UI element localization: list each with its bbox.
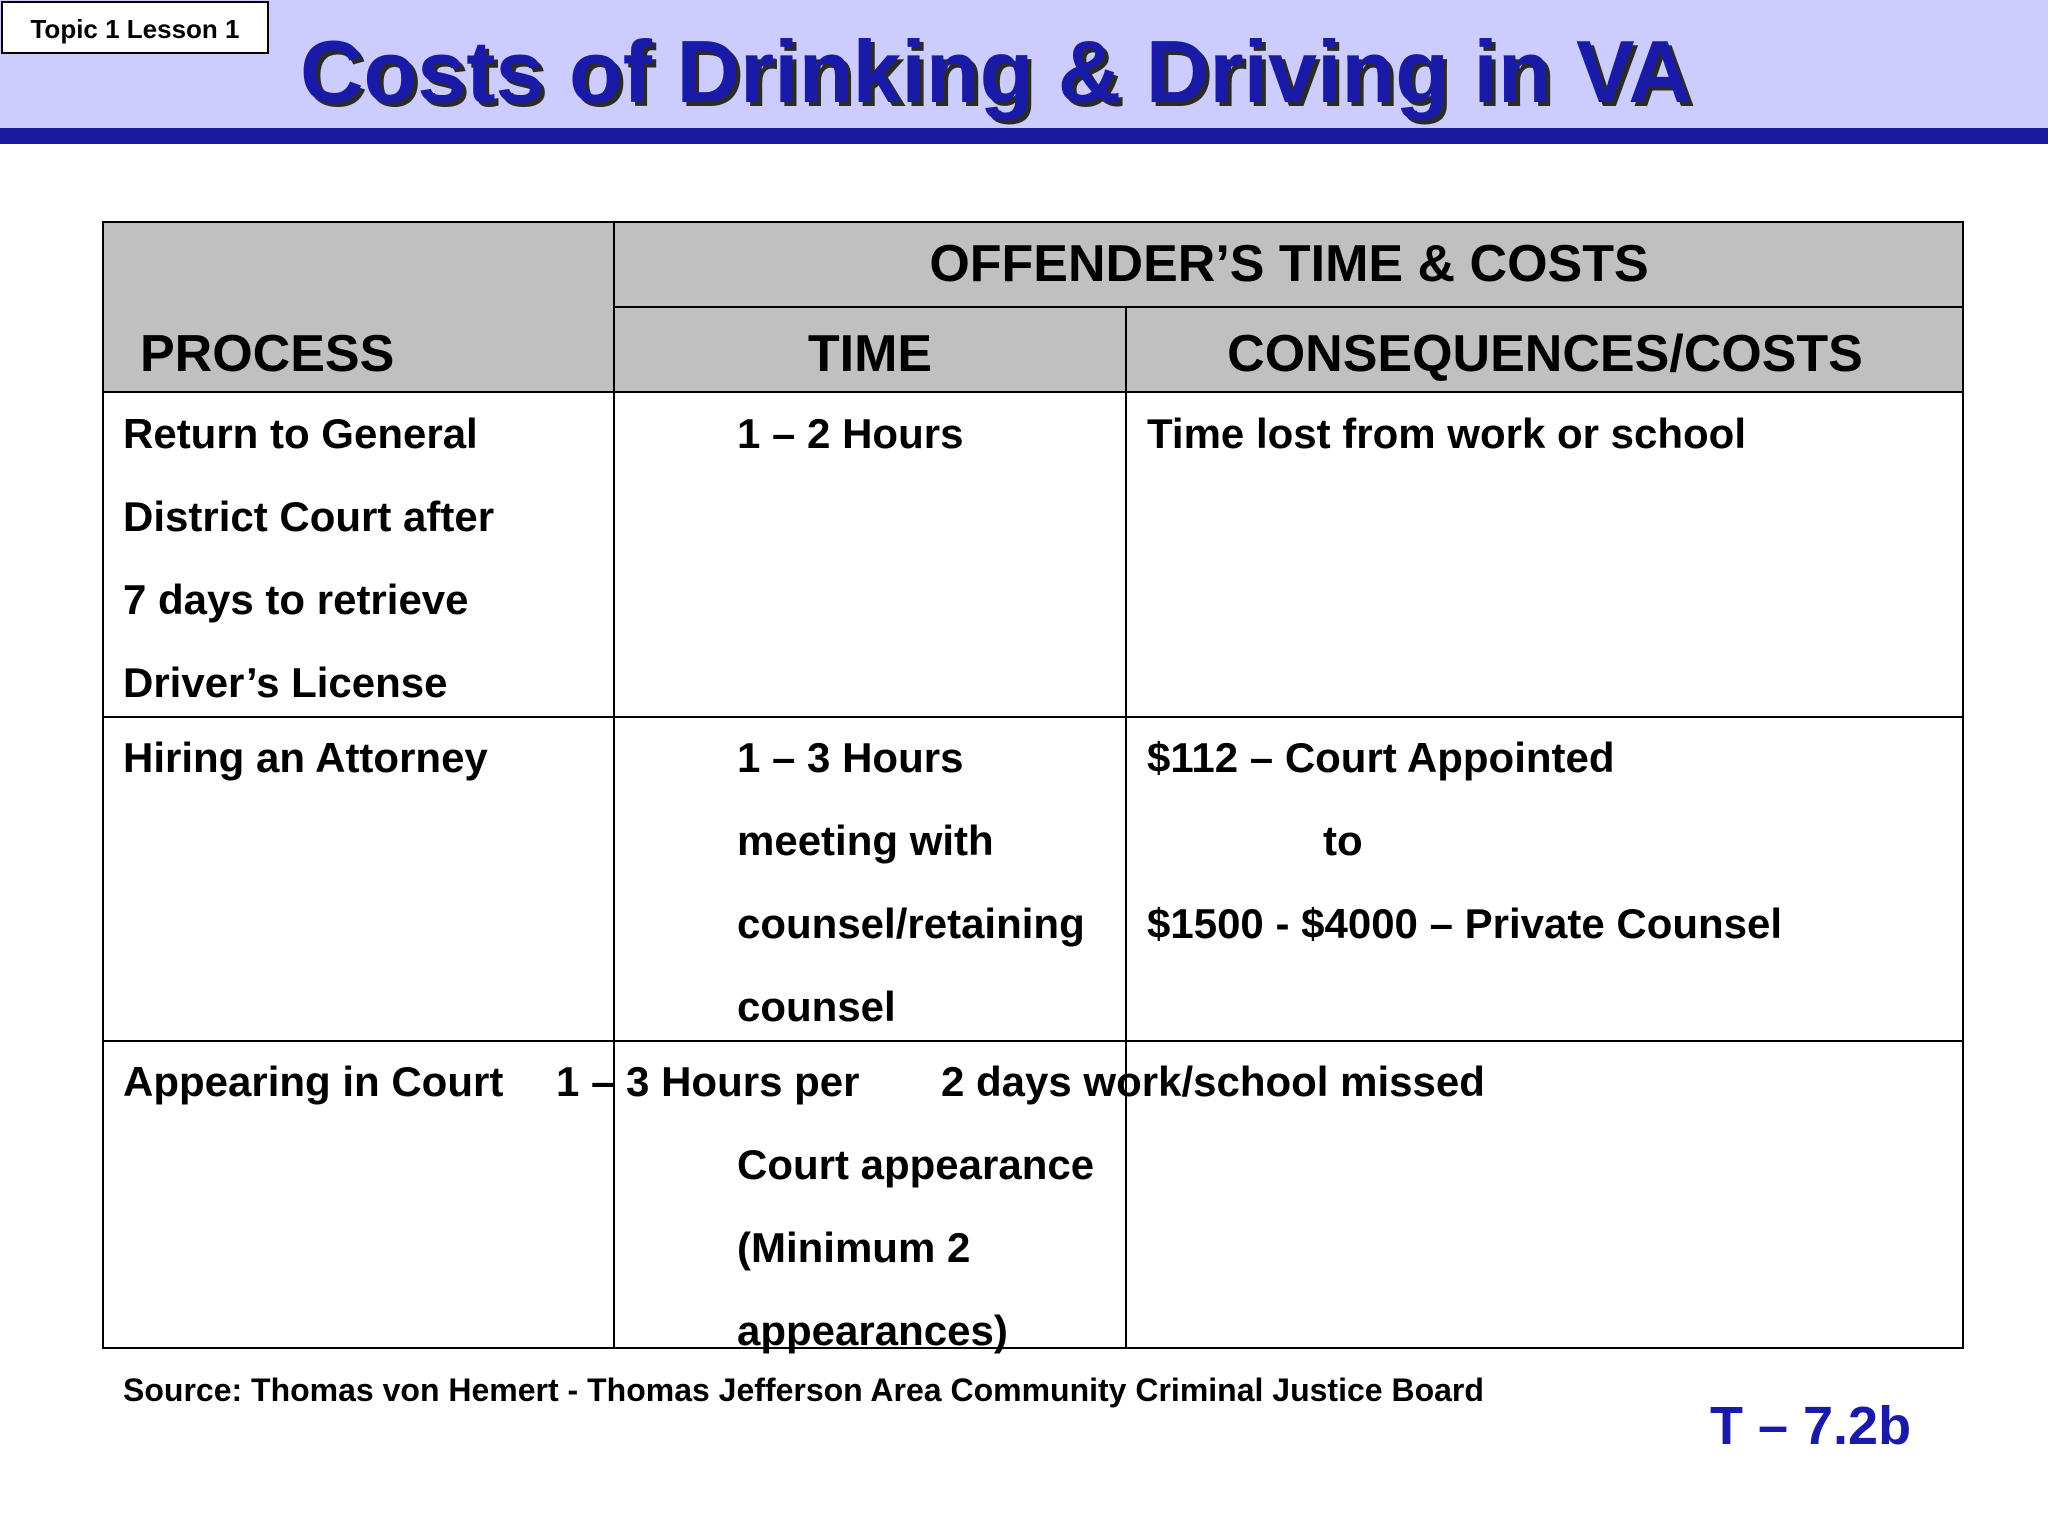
table-row-1-time xyxy=(737,392,963,475)
table-divider-group-header xyxy=(614,306,1964,308)
consequence-line: $1500 - $4000 – Private Counsel xyxy=(1147,900,1783,947)
table-border-right xyxy=(1962,221,1964,1349)
page-title: Costs of Drinking & Driving in VA xyxy=(300,22,1692,121)
table-row-3-time xyxy=(737,1123,1094,1372)
process-line: Driver’s License xyxy=(123,659,448,706)
table-row-3-consequences xyxy=(941,1040,1485,1123)
table-row-3-process xyxy=(123,1040,503,1123)
time-line: Court appearance xyxy=(737,1141,1095,1188)
consequence-line: to xyxy=(1323,817,1363,864)
table-row-2-consequences xyxy=(1147,716,1782,965)
table-row-1-consequences xyxy=(1147,392,1746,475)
consequence-line: Time lost from work or school xyxy=(1147,410,1746,457)
time-line: appearances) xyxy=(737,1307,1008,1354)
process-line: Appearing in Court xyxy=(123,1058,504,1105)
consequence-line: $112 – Court Appointed xyxy=(1147,734,1615,781)
table-row-3-time-first: 1 – 3 Hours per xyxy=(556,1058,860,1105)
time-line: counsel xyxy=(737,983,896,1030)
consequence-line: 2 days work/school missed xyxy=(941,1058,1485,1105)
table-row-2-time xyxy=(737,716,1085,1048)
slide-code: T – 7.2b xyxy=(1710,1396,1912,1456)
topic-label: Topic 1 Lesson 1 xyxy=(1,1,269,54)
header-time: TIME xyxy=(807,325,933,383)
table-row-2-process xyxy=(123,716,488,799)
time-line: meeting with xyxy=(737,817,994,864)
table-border-left xyxy=(102,221,104,1349)
table-row-1-process xyxy=(123,392,494,724)
header-consequences: CONSEQUENCES/COSTS xyxy=(1227,325,1863,383)
table-divider-col-2 xyxy=(1125,306,1127,1349)
process-line: 7 days to retrieve xyxy=(123,576,469,623)
process-line: Return to General xyxy=(123,410,478,457)
table-divider-col-1 xyxy=(613,221,615,1349)
time-line: 1 – 2 Hours xyxy=(737,410,964,457)
process-line: Hiring an Attorney xyxy=(123,734,488,781)
time-line: counsel/retaining xyxy=(737,900,1085,947)
time-line: 1 – 3 Hours xyxy=(737,734,964,781)
source-citation: Source: Thomas von Hemert - Thomas Jefferson Area Community Criminal Justice Board xyxy=(123,1372,1484,1408)
header-process: PROCESS xyxy=(140,325,395,383)
header-rule xyxy=(0,128,2048,144)
group-header: OFFENDER’S TIME & COSTS xyxy=(929,235,1649,293)
time-line: (Minimum 2 xyxy=(737,1224,971,1271)
process-line: District Court after xyxy=(123,493,495,540)
